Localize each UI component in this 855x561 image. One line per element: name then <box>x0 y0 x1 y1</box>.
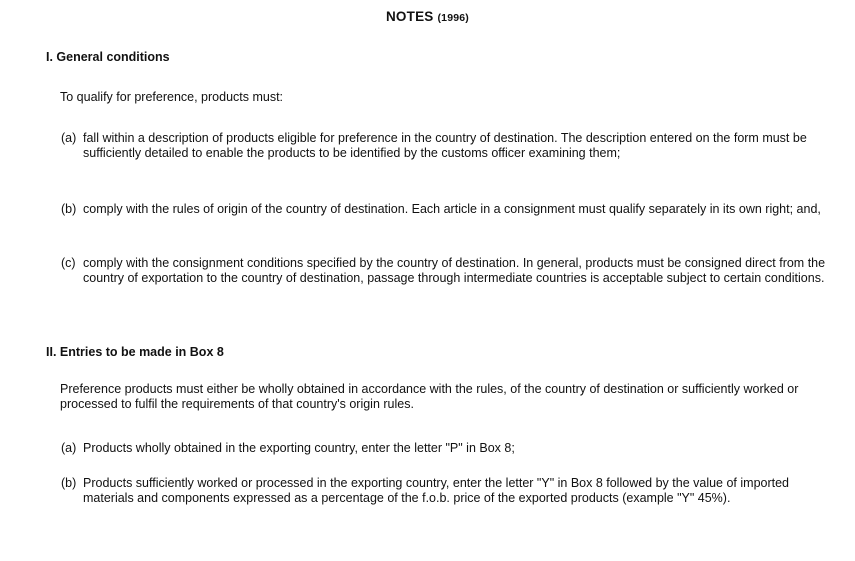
section-2-intro: Preference products must either be wholly obtained in accordance with the rules, of the country of destination or sufficiently worked or processed to fulfil the requirements of that country's origin rules. <box>60 382 799 411</box>
section-2-heading: II. Entries to be made in Box 8 <box>46 345 224 359</box>
item-label: (a) <box>61 441 77 455</box>
item-label: (b) <box>61 202 77 216</box>
section-1-heading: I. General conditions <box>46 50 170 64</box>
item-text: fall within a description of products eligible for preference in the country of destination. The description entered on the form must be sufficiently detailed to enable the products to be identified by the customs officer examining them; <box>83 131 807 160</box>
section-1-intro: To qualify for preference, products must: <box>60 90 284 104</box>
item-label: (b) <box>61 476 77 490</box>
item-text: comply with the rules of origin of the country of destination. Each article in a consignment must qualify separately in its own right; and, <box>83 202 821 216</box>
item-text: comply with the consignment conditions specified by the country of destination. In general, products must be consigned direct from the country of exportation to the country of destination, passage through intermediate countries is acceptable subject to certain conditions. <box>83 256 826 285</box>
item-text: Products wholly obtained in the exporting country, enter the letter "P" in Box 8; <box>83 441 515 455</box>
section-1-item-a <box>61 131 831 161</box>
title-text: NOTES <box>385 9 434 24</box>
section-2-item-a <box>61 441 831 456</box>
item-label: (c) <box>61 256 76 270</box>
section-2-item-b <box>61 476 831 506</box>
title-year: (1996) <box>437 12 470 24</box>
item-label: (a) <box>61 131 77 145</box>
section-1-item-b <box>61 202 831 217</box>
item-text: Products sufficiently worked or processed in the exporting country, enter the letter "Y" in Box 8 followed by the value of imported materials and components expressed as a percentage of the f.o.b. price of the exported products (example "Y" 45%). <box>83 476 790 505</box>
section-1-item-c <box>61 256 831 286</box>
page-title <box>0 9 855 24</box>
